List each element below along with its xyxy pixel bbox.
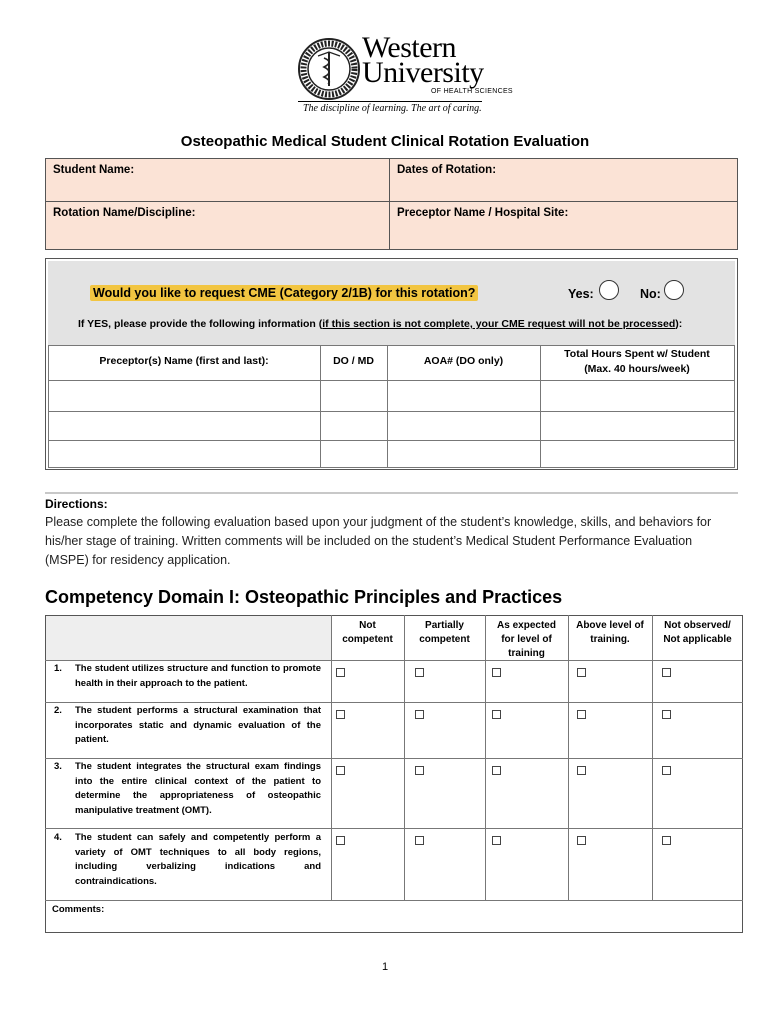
col-total-hours-max: (Max. 40 hours/week) <box>584 363 690 375</box>
checkbox-not-observed[interactable] <box>662 710 671 719</box>
col-preceptor-name: Preceptor(s) Name (first and last): <box>99 355 269 367</box>
dates-of-rotation-field[interactable]: Dates of Rotation: <box>397 164 497 176</box>
item-number: 2. <box>54 705 62 716</box>
item-number: 4. <box>54 832 62 843</box>
grid-line <box>45 828 743 829</box>
logo-divider <box>298 101 482 102</box>
table-header-shade <box>46 616 331 660</box>
col-do-md: DO / MD <box>333 355 374 367</box>
checkbox-above-level[interactable] <box>577 668 586 677</box>
item-text: The student can safely and competently perform a variety of OMT techniques to all body regions, including verbalizing indications and contraindications. <box>75 832 321 887</box>
page-number: 1 <box>381 961 389 973</box>
rotation-name-field[interactable]: Rotation Name/Discipline: <box>53 207 196 219</box>
item-text: The student performs a structural examination that incorporates static and dynamic evaluation of the patient. <box>75 705 321 745</box>
col-not-observed: Not observed/ Not applicable <box>663 620 732 645</box>
checkbox-partially-competent[interactable] <box>415 836 424 845</box>
checkbox-partially-competent[interactable] <box>415 766 424 775</box>
checkbox-not-competent[interactable] <box>336 668 345 677</box>
grid-line <box>48 380 735 381</box>
logo-subtitle: OF HEALTH SCIENCES <box>431 88 513 95</box>
col-partially-competent: Partially competent <box>419 620 470 645</box>
university-seal-logo <box>298 38 360 100</box>
checkbox-above-level[interactable] <box>577 766 586 775</box>
cme-header-shade <box>48 261 735 346</box>
col-total-hours: Total Hours Spent w/ Student <box>564 348 710 360</box>
item-number: 1. <box>54 663 62 674</box>
checkbox-not-observed[interactable] <box>662 836 671 845</box>
logo-name-line1: Western <box>362 31 457 64</box>
checkbox-as-expected[interactable] <box>492 766 501 775</box>
cme-yes-label: Yes: <box>568 287 594 301</box>
col-aoa-number: AOA# (DO only) <box>423 355 504 367</box>
checkbox-not-competent[interactable] <box>336 710 345 719</box>
logo-tagline: The discipline of learning. The art of caring. <box>303 103 482 114</box>
grid-line <box>48 411 735 412</box>
directions-text: Please complete the following evaluation based upon your judgment of the student’s knowledge, skills, and behaviors for his/her stage of training. Written comments will be included on the student’s Medical Student Performance Evaluation (MSPE) for residency application. <box>45 515 712 567</box>
checkbox-as-expected[interactable] <box>492 668 501 677</box>
grid-line <box>45 702 743 703</box>
cme-no-label: No: <box>640 287 661 301</box>
col-above-level: Above level of training. <box>576 620 644 645</box>
cme-no-radio[interactable] <box>664 280 684 300</box>
student-name-field[interactable]: Student Name: <box>53 164 135 176</box>
grid-line <box>48 345 735 346</box>
student-info-table <box>45 158 738 250</box>
section-divider <box>45 492 738 494</box>
checkbox-partially-competent[interactable] <box>415 668 424 677</box>
checkbox-above-level[interactable] <box>577 710 586 719</box>
checkbox-not-competent[interactable] <box>336 836 345 845</box>
comments-field[interactable]: Comments: <box>52 904 105 915</box>
divider <box>389 158 390 250</box>
cme-question: Would you like to request CME (Category 2/1B) for this rotation? <box>90 285 478 301</box>
checkbox-partially-competent[interactable] <box>415 710 424 719</box>
grid-line <box>45 660 743 661</box>
grid-line <box>45 758 743 759</box>
directions-heading: Directions: <box>45 497 108 511</box>
checkbox-as-expected[interactable] <box>492 836 501 845</box>
grid-line <box>48 467 735 468</box>
preceptor-hospital-field[interactable]: Preceptor Name / Hospital Site: <box>397 207 569 219</box>
col-as-expected: As expected for level of training <box>497 620 556 659</box>
cme-instructions: If YES, please provide the following information (if this section is not complete, your CME request will not be processed): <box>78 318 683 330</box>
checkbox-above-level[interactable] <box>577 836 586 845</box>
checkbox-not-observed[interactable] <box>662 766 671 775</box>
competency-domain-title: Competency Domain I: Osteopathic Principles and Practices <box>45 587 563 607</box>
checkbox-not-observed[interactable] <box>662 668 671 677</box>
item-text: The student integrates the structural exam findings into the entire clinical context of the patient to determine the appropriateness of osteopathic manipulative treatment (OMT). <box>75 761 321 816</box>
grid-line <box>48 440 735 441</box>
item-number: 3. <box>54 761 62 772</box>
cme-yes-radio[interactable] <box>599 280 619 300</box>
document-title: Osteopathic Medical Student Clinical Rotation Evaluation <box>180 133 590 150</box>
logo-name-line2: University <box>362 56 484 89</box>
grid-line <box>45 900 743 901</box>
checkbox-as-expected[interactable] <box>492 710 501 719</box>
checkbox-not-competent[interactable] <box>336 766 345 775</box>
col-not-competent: Not competent <box>342 620 393 645</box>
item-text: The student utilizes structure and function to promote health in their approach to the patient. <box>75 663 321 689</box>
grid-line <box>734 345 735 467</box>
divider <box>45 201 738 202</box>
